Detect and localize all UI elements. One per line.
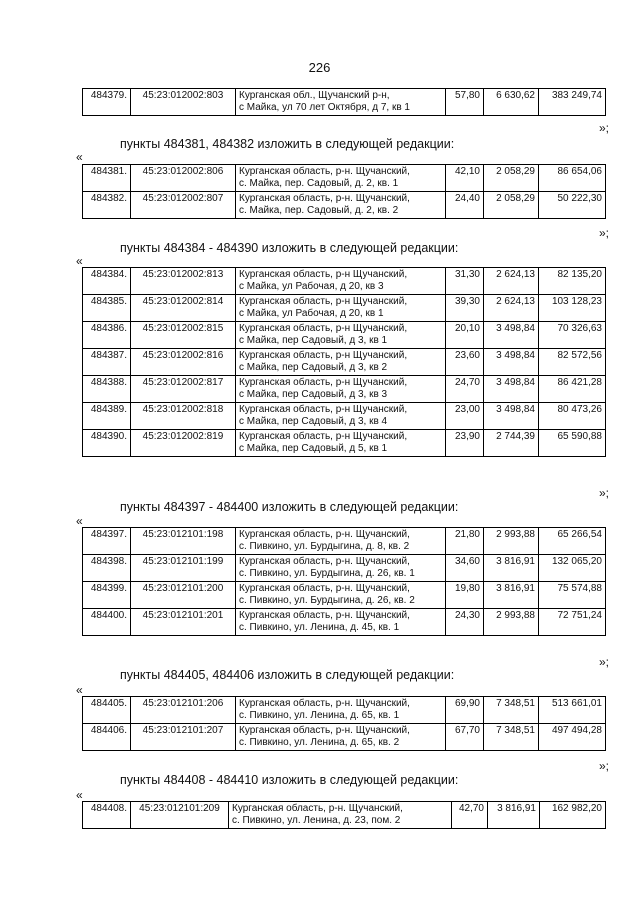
unit-cost: 3 498,84: [484, 349, 539, 376]
cadastral-number: 45:23:012101:200: [131, 582, 236, 609]
row-number: 484405.: [83, 697, 131, 724]
row-number: 484389.: [83, 403, 131, 430]
area: 23,00: [446, 403, 484, 430]
row-number: 484384.: [83, 268, 131, 295]
opening-quote: «: [76, 150, 83, 164]
register-table: [82, 164, 606, 219]
table-block: [82, 696, 607, 751]
cadastral-number: 45:23:012101:198: [131, 528, 236, 555]
table-row: [83, 528, 606, 555]
area: 24,30: [446, 609, 484, 636]
register-table: [82, 527, 606, 636]
cadastral-number: 45:23:012101:206: [131, 697, 236, 724]
table-row: [83, 403, 606, 430]
cadastral-value: 70 326,63: [539, 322, 606, 349]
cadastral-value: 75 574,88: [539, 582, 606, 609]
address-line-1: Курганская область, р-н Щучанский,: [239, 377, 408, 388]
area: 31,30: [446, 268, 484, 295]
address: [236, 89, 446, 116]
cadastral-value: 80 473,26: [539, 403, 606, 430]
area: 67,70: [446, 724, 484, 751]
row-number: 484397.: [83, 528, 131, 555]
address-line-1: Курганская область, р-н Щучанский,: [239, 269, 408, 280]
section-heading: пункты 484384 - 484390 изложить в следующей редакции:: [120, 241, 459, 255]
address-line-1: Курганская область, р-н. Щучанский,: [239, 166, 410, 177]
address: [236, 349, 446, 376]
address: [236, 582, 446, 609]
cadastral-number: 45:23:012002:817: [131, 376, 236, 403]
unit-cost: 7 348,51: [484, 724, 539, 751]
table-row: [83, 582, 606, 609]
table-block: [82, 527, 607, 636]
cadastral-value: 72 751,24: [539, 609, 606, 636]
address-line-1: Курганская область, р-н Щучанский,: [239, 323, 408, 334]
address-line-1: Курганская область, р-н. Щучанский,: [239, 583, 410, 594]
unit-cost: 2 058,29: [484, 165, 539, 192]
address-line-2: с Майка, пер Садовый, д 3, кв 4: [239, 416, 388, 427]
cadastral-number: 45:23:012002:816: [131, 349, 236, 376]
address-line-2: с Майка, ул 70 лет Октября, д 7, кв 1: [239, 102, 410, 113]
address-line-2: с. Пивкино, ул. Ленина, д. 65, кв. 2: [239, 737, 400, 748]
row-number: 484408.: [83, 802, 131, 829]
address-line-1: Курганская область, р-н. Щучанский,: [239, 610, 410, 621]
register-table: [82, 88, 606, 116]
address-line-2: с. Пивкино, ул. Бурдыгина, д. 26, кв. 2: [239, 595, 415, 606]
table-row: [83, 555, 606, 582]
area: 42,10: [446, 165, 484, 192]
closing-quote: »;: [598, 121, 609, 135]
unit-cost: 2 993,88: [484, 528, 539, 555]
cadastral-number: 45:23:012002:814: [131, 295, 236, 322]
opening-quote: «: [76, 254, 83, 268]
closing-quote: »;: [598, 226, 609, 240]
table-row: [83, 376, 606, 403]
address-line-2: с. Пивкино, ул. Ленина, д. 45, кв. 1: [239, 622, 400, 633]
address-line-1: Курганская область, р-н. Щучанский,: [239, 193, 410, 204]
page-number: 226: [308, 60, 331, 75]
table-row: [83, 268, 606, 295]
table-block: [82, 164, 607, 219]
unit-cost: 2 993,88: [484, 609, 539, 636]
address: [236, 430, 446, 457]
cadastral-number: 45:23:012101:199: [131, 555, 236, 582]
address: [236, 322, 446, 349]
cadastral-number: 45:23:012002:815: [131, 322, 236, 349]
cadastral-value: 65 590,88: [539, 430, 606, 457]
unit-cost: 2 058,29: [484, 192, 539, 219]
row-number: 484388.: [83, 376, 131, 403]
row-number: 484386.: [83, 322, 131, 349]
address-line-2: с. Майка, пер. Садовый, д. 2, кв. 2: [239, 205, 399, 216]
table-block: [82, 88, 607, 116]
table-row: [83, 802, 606, 829]
address-line-1: Курганская область, р-н Щучанский,: [239, 350, 408, 361]
area: 20,10: [446, 322, 484, 349]
area: 42,70: [452, 802, 488, 829]
area: 23,60: [446, 349, 484, 376]
address-line-2: с Майка, пер Садовый, д 3, кв 3: [239, 389, 388, 400]
unit-cost: 6 630,62: [484, 89, 539, 116]
table-row: [83, 724, 606, 751]
address-line-2: с. Пивкино, ул. Бурдыгина, д. 8, кв. 2: [239, 541, 410, 552]
area: 24,70: [446, 376, 484, 403]
row-number: 484381.: [83, 165, 131, 192]
address-line-1: Курганская область, р-н Щучанский,: [239, 431, 408, 442]
address-line-1: Курганская область, р-н. Щучанский,: [232, 803, 403, 814]
cadastral-number: 45:23:012002:806: [131, 165, 236, 192]
address: [236, 295, 446, 322]
register-table: [82, 267, 606, 457]
cadastral-value: 383 249,74: [539, 89, 606, 116]
section-heading: пункты 484408 - 484410 изложить в следующей редакции:: [120, 773, 459, 787]
address-line-2: с Майка, пер Садовый, д 3, кв 1: [239, 335, 388, 346]
cadastral-value: 132 065,20: [539, 555, 606, 582]
row-number: 484387.: [83, 349, 131, 376]
cadastral-value: 82 572,56: [539, 349, 606, 376]
unit-cost: 2 744,39: [484, 430, 539, 457]
area: 69,90: [446, 697, 484, 724]
unit-cost: 3 816,91: [484, 555, 539, 582]
closing-quote: »;: [598, 486, 609, 500]
address: [236, 165, 446, 192]
section-heading: пункты 484397 - 484400 изложить в следующей редакции:: [120, 500, 459, 514]
cadastral-number: 45:23:012002:819: [131, 430, 236, 457]
row-number: 484398.: [83, 555, 131, 582]
address-line-1: Курганская область, р-н Щучанский,: [239, 296, 408, 307]
address-line-1: Курганская область, р-н. Щучанский,: [239, 698, 410, 709]
cadastral-value: 162 982,20: [540, 802, 606, 829]
address: [236, 555, 446, 582]
row-number: 484406.: [83, 724, 131, 751]
row-number: 484382.: [83, 192, 131, 219]
unit-cost: 3 816,91: [484, 582, 539, 609]
cadastral-number: 45:23:012002:807: [131, 192, 236, 219]
address: [236, 192, 446, 219]
address-line-2: с Майка, ул Рабочая, д 20, кв 3: [239, 281, 384, 292]
area: 34,60: [446, 555, 484, 582]
cadastral-value: 50 222,30: [539, 192, 606, 219]
opening-quote: «: [76, 514, 83, 528]
address-line-2: с. Пивкино, ул. Ленина, д. 65, кв. 1: [239, 710, 400, 721]
cadastral-number: 45:23:012002:818: [131, 403, 236, 430]
address-line-1: Курганская область, р-н. Щучанский,: [239, 556, 410, 567]
section-heading: пункты 484405, 484406 изложить в следующей редакции:: [120, 668, 455, 682]
address: [236, 697, 446, 724]
unit-cost: 3 498,84: [484, 376, 539, 403]
address: [236, 724, 446, 751]
table-row: [83, 349, 606, 376]
cadastral-value: 86 421,28: [539, 376, 606, 403]
opening-quote: «: [76, 683, 83, 697]
address: [236, 609, 446, 636]
address-line-2: с Майка, пер Садовый, д 5, кв 1: [239, 443, 388, 454]
closing-quote: »;: [598, 655, 609, 669]
cadastral-value: 82 135,20: [539, 268, 606, 295]
table-row: [83, 89, 606, 116]
area: 39,30: [446, 295, 484, 322]
address: [229, 802, 452, 829]
area: 23,90: [446, 430, 484, 457]
table-block: [82, 267, 607, 457]
row-number: 484379.: [83, 89, 131, 116]
address: [236, 268, 446, 295]
unit-cost: 7 348,51: [484, 697, 539, 724]
cadastral-value: 103 128,23: [539, 295, 606, 322]
table-row: [83, 295, 606, 322]
row-number: 484385.: [83, 295, 131, 322]
cadastral-number: 45:23:012101:207: [131, 724, 236, 751]
table-row: [83, 322, 606, 349]
table-row: [83, 165, 606, 192]
unit-cost: 3 816,91: [488, 802, 540, 829]
unit-cost: 3 498,84: [484, 403, 539, 430]
cadastral-value: 497 494,28: [539, 724, 606, 751]
address-line-2: с. Пивкино, ул. Бурдыгина, д. 26, кв. 1: [239, 568, 415, 579]
cadastral-number: 45:23:012101:201: [131, 609, 236, 636]
table-row: [83, 697, 606, 724]
address: [236, 403, 446, 430]
area: 21,80: [446, 528, 484, 555]
area: 19,80: [446, 582, 484, 609]
closing-quote: »;: [598, 759, 609, 773]
area: 24,40: [446, 192, 484, 219]
row-number: 484390.: [83, 430, 131, 457]
row-number: 484399.: [83, 582, 131, 609]
register-table: [82, 801, 606, 829]
unit-cost: 2 624,13: [484, 295, 539, 322]
section-heading: пункты 484381, 484382 изложить в следующей редакции:: [120, 137, 455, 151]
cadastral-value: 513 661,01: [539, 697, 606, 724]
address-line-1: Курганская обл., Щучанский р-н,: [239, 90, 390, 101]
address-line-1: Курганская область, р-н Щучанский,: [239, 404, 408, 415]
address-line-2: с. Майка, пер. Садовый, д. 2, кв. 1: [239, 178, 399, 189]
address-line-1: Курганская область, р-н. Щучанский,: [239, 725, 410, 736]
table-block: [82, 801, 607, 829]
table-row: [83, 609, 606, 636]
address-line-2: с Майка, ул Рабочая, д 20, кв 1: [239, 308, 384, 319]
unit-cost: 3 498,84: [484, 322, 539, 349]
cadastral-value: 65 266,54: [539, 528, 606, 555]
cadastral-number: 45:23:012002:803: [131, 89, 236, 116]
cadastral-number: 45:23:012101:209: [131, 802, 229, 829]
cadastral-number: 45:23:012002:813: [131, 268, 236, 295]
address: [236, 528, 446, 555]
address-line-2: с Майка, пер Садовый, д 3, кв 2: [239, 362, 388, 373]
table-row: [83, 430, 606, 457]
opening-quote: «: [76, 788, 83, 802]
address: [236, 376, 446, 403]
table-row: [83, 192, 606, 219]
unit-cost: 2 624,13: [484, 268, 539, 295]
cadastral-value: 86 654,06: [539, 165, 606, 192]
address-line-2: с. Пивкино, ул. Ленина, д. 23, пом. 2: [232, 815, 401, 826]
row-number: 484400.: [83, 609, 131, 636]
register-table: [82, 696, 606, 751]
address-line-1: Курганская область, р-н. Щучанский,: [239, 529, 410, 540]
area: 57,80: [446, 89, 484, 116]
